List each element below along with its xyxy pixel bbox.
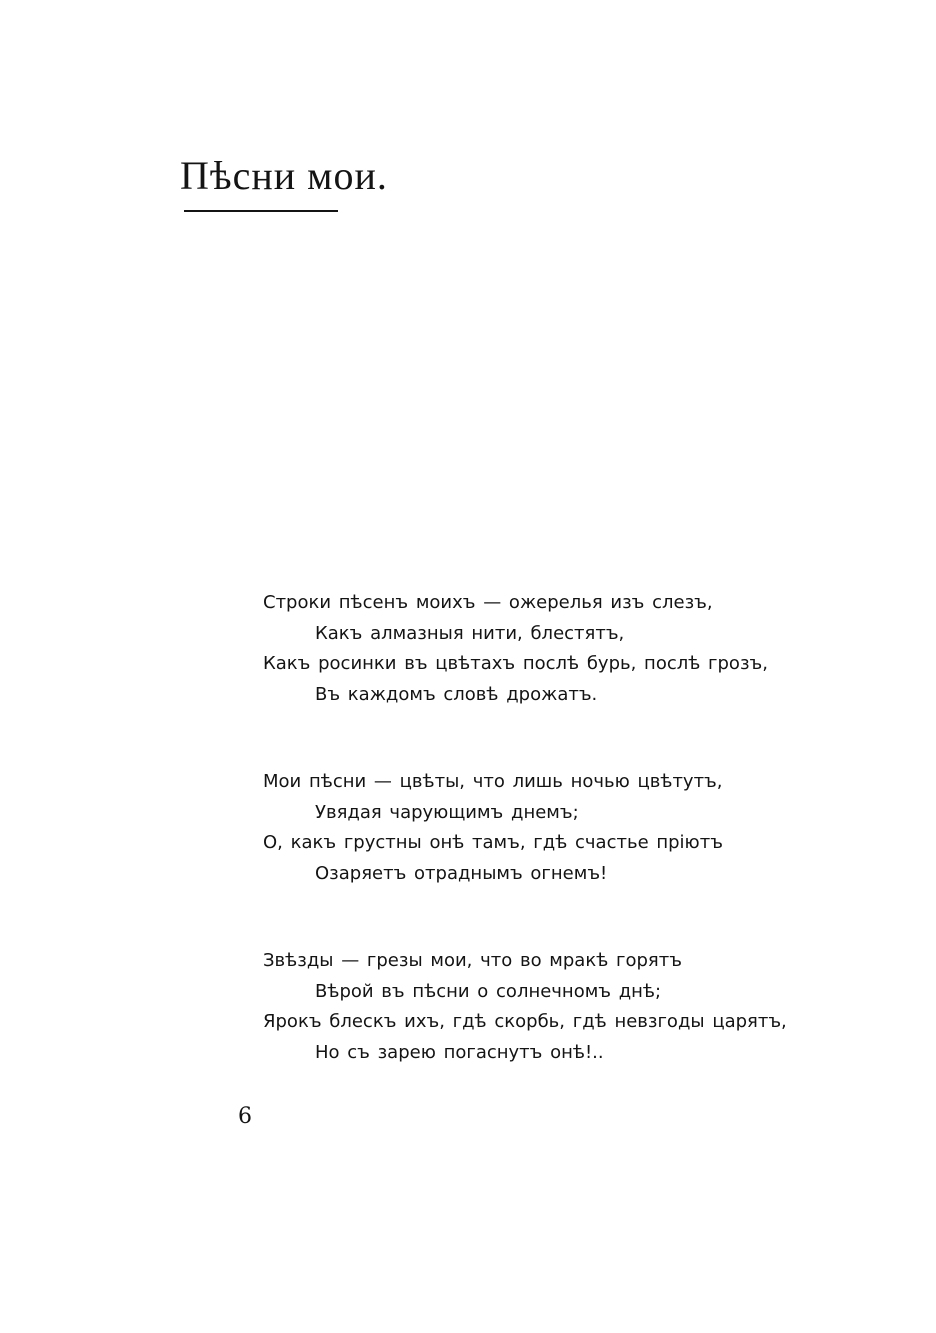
- page-title: Пѣсни мои.: [180, 153, 388, 198]
- poem-line: О, какъ грустны онѣ тамъ, гдѣ счастье пріютъ: [263, 832, 723, 853]
- stanza-2: [263, 767, 787, 889]
- title-underline: [184, 210, 338, 212]
- stanza-3: [263, 946, 787, 1068]
- poem-line: Но съ зарею погаснутъ онѣ!..: [315, 1041, 604, 1063]
- poem-line: Вѣрой въ пѣсни о солнечномъ днѣ;: [315, 980, 662, 1002]
- poem-line: Строки пѣсенъ моихъ — ожерелья изъ слезъ,: [263, 592, 713, 613]
- poem-line: Въ каждомъ словѣ дрожатъ.: [315, 683, 598, 705]
- poem-line: Озаряетъ отраднымъ огнемъ!: [315, 862, 608, 884]
- page-number: 6: [238, 1104, 252, 1129]
- poem-line: Мои пѣсни — цвѣты, что лишь ночью цвѣтутъ,: [263, 771, 723, 792]
- poem-body: [263, 588, 787, 1125]
- stanza-1: [263, 588, 787, 710]
- poem-line: Увядая чарующимъ днемъ;: [315, 801, 579, 823]
- poem-line: Какъ росинки въ цвѣтахъ послѣ бурь, послѣ грозъ,: [263, 653, 768, 674]
- poem-line: Какъ алмазныя нити, блестятъ,: [315, 622, 625, 644]
- poem-line: Ярокъ блескъ ихъ, гдѣ скорбь, гдѣ невзгоды царятъ,: [263, 1011, 787, 1032]
- poem-line: Звѣзды — грезы мои, что во мракѣ горятъ: [263, 950, 682, 971]
